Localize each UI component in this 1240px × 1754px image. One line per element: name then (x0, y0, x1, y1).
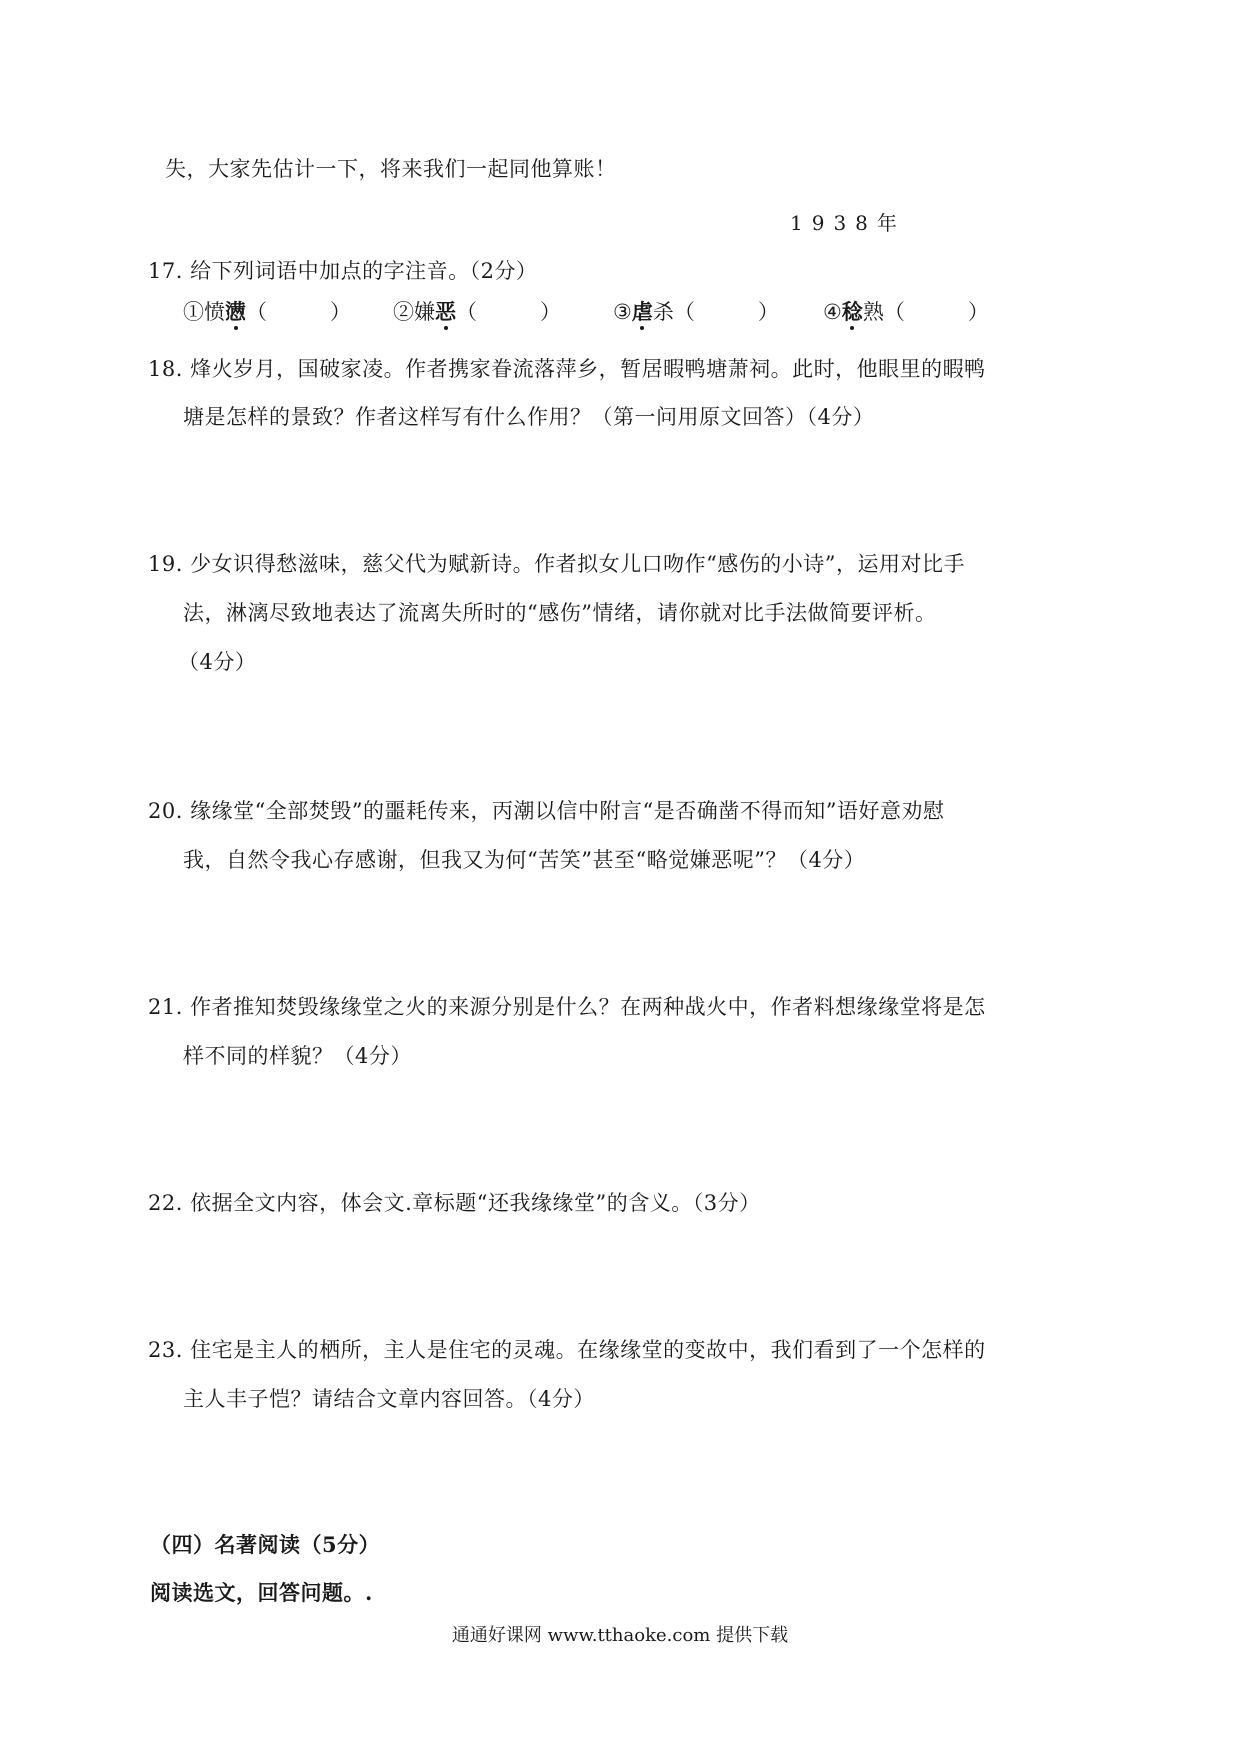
answer-blank[interactable]: （ ） (456, 300, 561, 324)
question-21-line-2: 样不同的样貌？（4分） (183, 1044, 412, 1068)
page-footer: 通通好课网 www.tthaoke.com 提供下载 (451, 1625, 789, 1646)
q17-item-2 (393, 297, 561, 327)
section-4-instruction: 阅读选文，回答问题。. (150, 1580, 373, 1605)
q17-dotted-char: 懑 (225, 299, 246, 324)
date-text: 1938年 (790, 211, 906, 235)
q17-item-num: ② (393, 300, 414, 324)
question-19-line-2: 法，淋漓尽致地表达了流离失所时的“感伤”情绪，请你就对比手法做简要评析。 (183, 601, 937, 625)
q17-item-3 (613, 297, 779, 327)
q17-dotted-char: 虐 (631, 299, 653, 324)
q17-item-before: 愤 (204, 300, 225, 324)
answer-blank[interactable]: （ ） (246, 300, 351, 324)
section-4-heading: （四）名著阅读（5分） (150, 1532, 381, 1557)
q17-dotted-char: 恶 (435, 299, 456, 324)
question-18-line-2: 塘是怎样的景致？作者这样写有什么作用？（第一问用原文回答）（4分） (183, 405, 875, 429)
question-21-line-1: 21. 作者推知焚毁缘缘堂之火的来源分别是什么？在两种战火中，作者料想缘缘堂将是怎 (148, 995, 986, 1019)
q17-item-before: 嫌 (414, 300, 435, 324)
continuation-text: 失，大家先估计一下，将来我们一起同他算账！ (165, 157, 617, 181)
q17-item-num: ④ (823, 300, 842, 324)
answer-blank[interactable]: （ ） (883, 300, 989, 324)
question-23-line-1: 23. 住宅是主人的栖所，主人是住宅的灵魂。在缘缘堂的变故中，我们看到了一个怎样的 (148, 1338, 986, 1362)
question-23-line-2: 主人丰子恺？请结合文章内容回答。（4分） (183, 1387, 595, 1411)
question-22-line-1: 22. 依据全文内容，体会文.章标题“还我缘缘堂”的含义。（3分） (148, 1191, 761, 1215)
q17-item-4 (823, 297, 989, 327)
q17-item-1 (183, 297, 351, 327)
q17-dotted-char: 稔 (841, 299, 863, 324)
q17-item-num: ③ (613, 300, 632, 324)
question-18-line-1: 18. 烽火岁月，国破家凌。作者携家眷流落萍乡，暂居暇鸭塘萧祠。此时，他眼里的暇鸭 (148, 357, 986, 381)
answer-blank[interactable]: （ ） (673, 300, 779, 324)
question-20-line-1: 20. 缘缘堂“全部焚毁”的噩耗传来，丙潮以信中附言“是否确凿不得而知”语好意劝慰 (148, 799, 945, 823)
question-17-stem: 17. 给下列词语中加点的字注音。（2分） (148, 259, 538, 283)
q17-item-num: ① (183, 300, 204, 324)
q17-item-after: 熟 (862, 300, 884, 324)
q17-item-after: 杀 (652, 300, 674, 324)
question-19-line-1: 19. 少女识得愁滋味，慈父代为赋新诗。作者拟女儿口吻作“感伤的小诗”，运用对比手 (148, 552, 966, 576)
question-20-line-2: 我，自然令我心存感谢，但我又为何“苦笑”甚至“略觉嫌恶呢”？（4分） (183, 848, 866, 872)
question-19-line-3: （4分） (178, 650, 257, 674)
